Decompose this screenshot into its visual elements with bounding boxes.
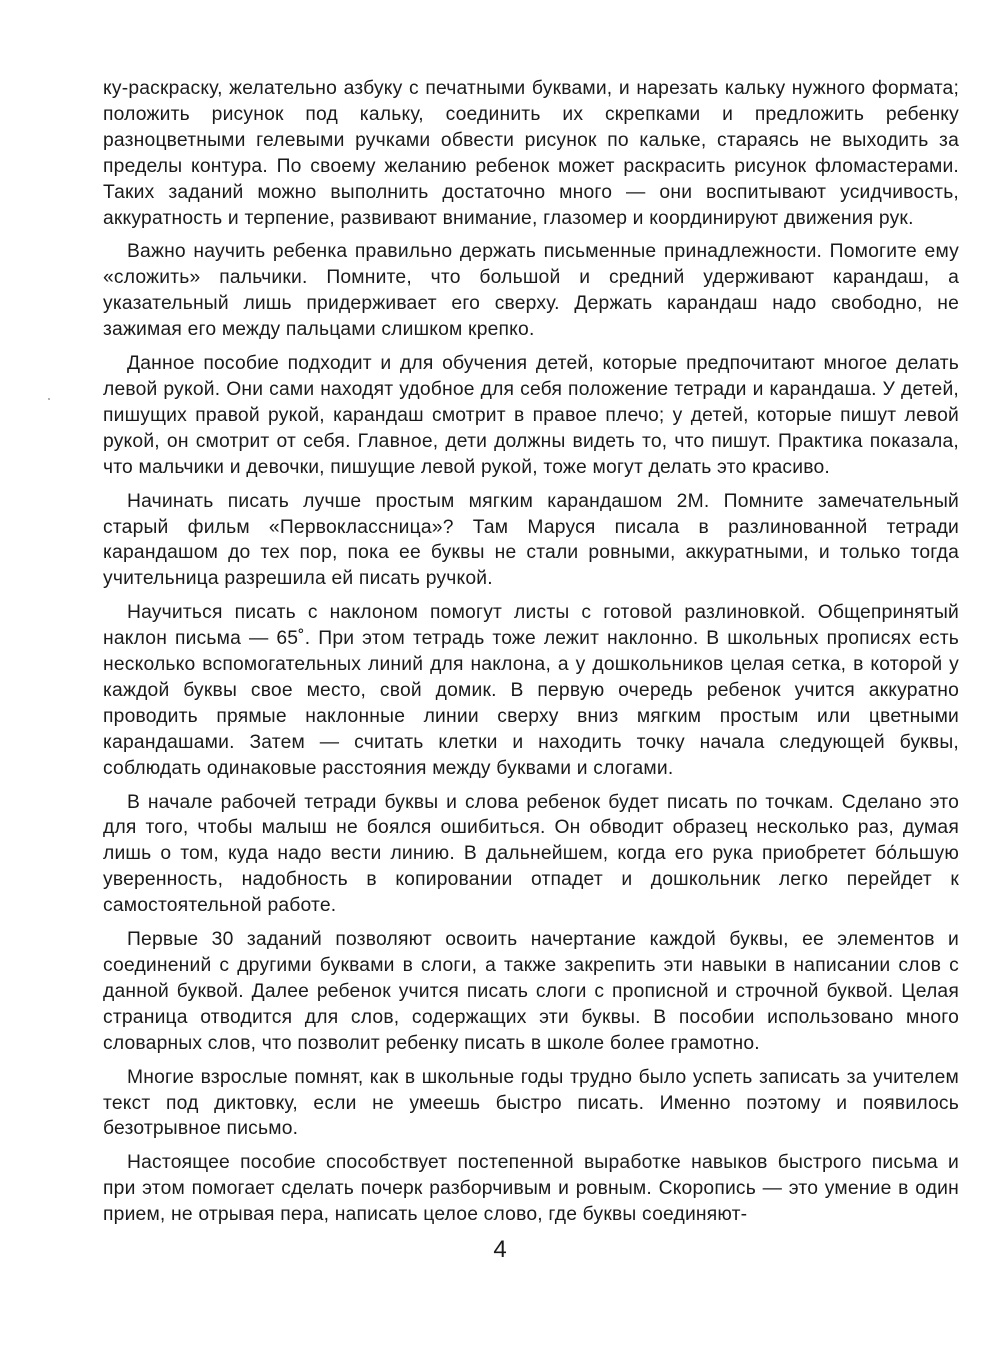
paragraph-9: Настоящее пособие способствует постепенной выработке навыков быстрого письма и при этом помогает сделать почерк разборчивым и ровным. Скоропись — это умение в один прием, не отрывая пера, написать целое слово, где буквы соединяют- — [103, 1152, 959, 1226]
page-number: 4 — [493, 1236, 507, 1263]
paragraph-8: Многие взрослые помнят, как в школьные годы трудно было успеть записать за учителем текст под диктовку, если не умеешь быстро писать. Именно поэтому и появилось безотрывное письмо. — [103, 1066, 959, 1140]
paragraph-2: Важно научить ребенка правильно держать письменные принадлежности. Помогите ему «сложить» пальчики. Помните, что большой и средний удерживают карандаш, а указательный лишь придерживает его сверху. Держать карандаш надо свободно, не зажимая его между пальцами слишком крепко. — [103, 241, 959, 341]
scan-speck — [48, 398, 50, 400]
paragraph-6: В начале рабочей тетради буквы и слова ребенок будет писать по точкам. Сделано это для того, чтобы малыш не боялся ошибиться. Он обводит образец несколько раз, думая лишь о том, куда надо вести линию. В дальнейшем, когда его рука приобретет бо́льшую уверенность, надобность в копировании отпадет и дошкольник легко перейдет к самостоятельной работе. — [103, 791, 959, 917]
paragraph-1: ку-раскраску, желательно азбуку с печатными буквами, и нарезать кальку нужного формата; положить рисунок под кальку, соединить их скрепками и предложить ребенку разноцветными гелевыми ручками обвести рисунок по кальке, стараясь не выходить за пределы контура. По своему желанию ребенок может раскрасить рисунок фломастерами. Таких заданий можно выполнить достаточно много — они воспитывают усидчивость, аккуратность и терпение, развивают внимание, глазомер и координируют движения рук. — [103, 78, 959, 229]
paragraph-7: Первые 30 заданий позволяют освоить начертание каждой буквы, ее элементов и соединений с другими буквами в слоги, а также закрепить эти навыки в написании слов с данной буквой. Далее ребенок учится писать слоги с прописной и строчной буквой. Целая страница отводится для слов, содержащих эти буквы. В пособии использовано много словарных слов, что позволит ребенку писать в школе более грамотно. — [103, 929, 959, 1054]
paragraph-3: Данное пособие подходит и для обучения детей, которые предпочитают многое делать левой рукой. Они сами находят удобное для себя положение тетради и карандаша. У детей, пишущих правой рукой, карандаш смотрит в правое плечо; у детей, которые пишут левой рукой, он смотрит от себя. Главное, дети должны видеть то, что пишут. Практика показала, что мальчики и девочки, пишущие левой рукой, тоже могут делать это красиво. — [103, 353, 959, 478]
paragraph-4: Начинать писать лучше простым мягким карандашом 2М. Помните замечательный старый фильм «Первоклассница»? Там Маруся писала в разлинованной тетради карандашом до тех пор, пока ее буквы не стали ровными, аккуратными, и только тогда учительница разрешила ей писать ручкой. — [103, 490, 959, 590]
body-text — [103, 76, 959, 1236]
paragraph-5: Научиться писать с наклоном помогут листы с готовой разлиновкой. Общепринятый наклон письма — 65˚. При этом тетрадь тоже лежит наклонно. В школьных прописях есть несколько вспомогательных линий для наклона, а у дошкольников целая сетка, в которой у каждой буквы свое место, свой домик. В первую очередь ребенок учится аккуратно проводить прямые наклонные линии сверху вниз мягким простым или цветными карандашами. Затем — считать клетки и находить точку начала следующей буквы, соблюдать одинаковые расстояния между буквами и слогами. — [103, 602, 959, 779]
